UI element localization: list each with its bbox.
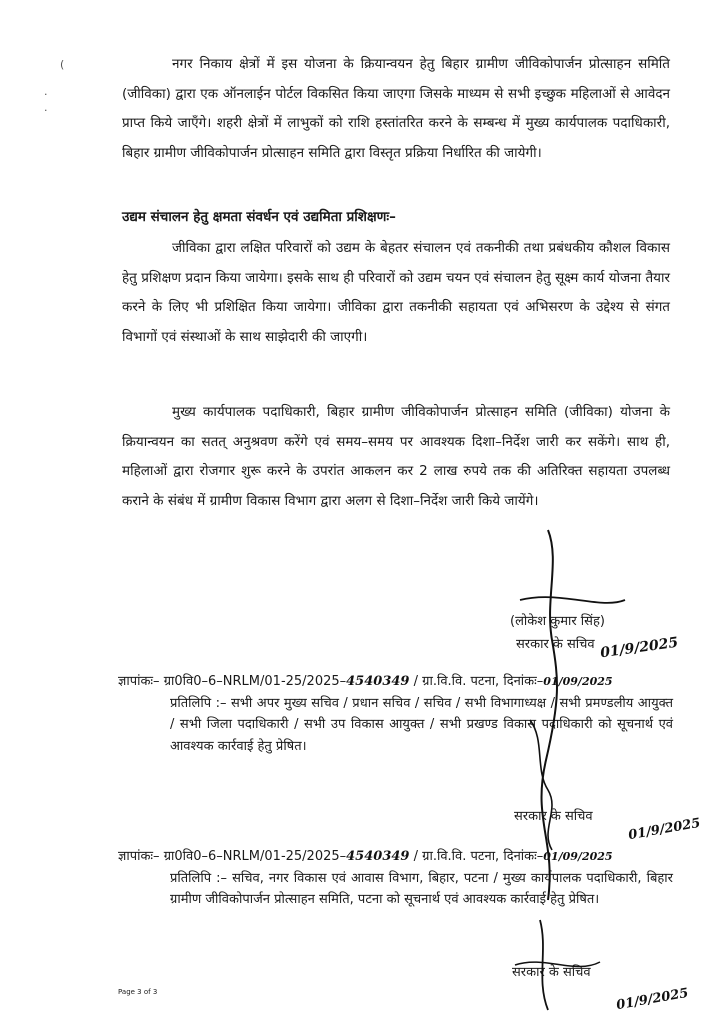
margin-mark: (	[60, 58, 65, 71]
signatory-name: (लोकेश कुमार सिंह)	[510, 614, 605, 629]
memo-prefix: ज्ञापांकः– ग्रा0वि0–6–NRLM/01-25/2025–	[118, 849, 347, 864]
page-number: Page 3 of 3	[118, 988, 158, 996]
margin-dot: ·	[44, 104, 48, 117]
paragraph-monitoring: मुख्य कार्यपालक पदाधिकारी, बिहार ग्रामीण जीविकोपार्जन प्रोत्साहन समिति (जीविका) योजना के क्रियान्वयन का सतत् अनुश्रवण करेंगे एवं समय–समय पर आवश्यक दिशा–निर्देश जारी कर सकेंगे। साथ ही, महिलाओं द्वारा रोजगार शुरू करने के उपरांत आकलन कर 2 लाख रुपये तक की अतिरिक्त सहायता उपलब्ध कराने के संबंध में ग्रामीण विकास विभाग द्वारा अलग से दिशा–निर्देश जारी किये जायेंगे।	[122, 404, 670, 509]
memo-office: / ग्रा.वि.वि. पटना, दिनांकः–	[413, 849, 544, 864]
signatory-designation: सरकार के सचिव	[516, 637, 595, 652]
paragraph-capacity-building: जीविका द्वारा लक्षित परिवारों को उद्यम के बेहतर संचालन एवं तकनीकी तथा प्रबंधकीय कौशल विकास हेतु प्रशिक्षण प्रदान किया जायेगा। इसके साथ ही परिवारों को उद्यम चयन एवं संचालन हेतु सूक्ष्म कार्य योजना तैयार करने के लिए भी प्रशिक्षित किया जायेगा। जीविका द्वारा तकनीकी सहायता एवं अभिसरण के उद्देश्य से संगत विभागों एवं संस्थाओं के साथ साझेदारी की जाएगी।	[122, 240, 670, 345]
memo-block-2	[118, 846, 673, 911]
memo-number-handwritten: 4540349	[346, 674, 410, 689]
memo-copy-to: प्रतिलिपि :– सचिव, नगर विकास एवं आवास विभाग, बिहार, पटना / मुख्य कार्यपालक पदाधिकारी, बिहार ग्रामीण जीविकोपार्जन प्रोत्साहन समिति, पटना को सूचनार्थ एवं आवश्यक कार्रवाई हेतु प्रेषित।	[170, 870, 673, 907]
section-heading: उद्यम संचालन हेतु क्षमता संवर्धन एवं उद्यमिता प्रशिक्षणः–	[122, 209, 396, 225]
memo-1-designation: सरकार के सचिव	[514, 809, 593, 824]
memo-office: / ग्रा.वि.वि. पटना, दिनांकः–	[413, 674, 544, 689]
paragraph-urban-implementation: नगर निकाय क्षेत्रों में इस योजना के क्रियान्वयन हेतु बिहार ग्रामीण जीविकोपार्जन प्रोत्साहन समिति (जीविका) द्वारा एक ऑनलाईन पोर्टल विकसित किया जाएगा जिसके माध्यम से सभी इच्छुक महिलाओं से आवेदन प्राप्त किये जाएँगे। शहरी क्षेत्रों में लाभुकों को राशि हस्तांतरित करने के सम्बन्ध में मुख्य कार्यपालक पदाधिकारी, बिहार ग्रामीण जीविकोपार्जन प्रोत्साहन समिति द्वारा विस्तृत प्रक्रिया निर्धारित की जायेगी।	[122, 56, 670, 161]
margin-dot: ·	[44, 88, 48, 101]
memo-prefix: ज्ञापांकः– ग्रा0वि0–6–NRLM/01-25/2025–	[118, 674, 347, 689]
memo-date-handwritten: 01/09/2025	[543, 850, 613, 863]
memo-copy-to: प्रतिलिपि :– सभी अपर मुख्य सचिव / प्रधान सचिव / सचिव / सभी विभागाध्यक्ष / सभी प्रमण्डलीय आयुक्त / सभी जिला पदाधिकारी / सभी उप विकास आयुक्त / सभी प्रखण्ड विकास पदाधिकारी को सूचनार्थ एवं आवश्यक कार्रवाई हेतु प्रेषित।	[170, 695, 673, 754]
memo-1-sign-date: 01/9/2025	[627, 815, 702, 844]
memo-block-1	[118, 671, 673, 757]
memo-date-handwritten: 01/09/2025	[543, 675, 613, 688]
memo-number-handwritten: 4540349	[346, 849, 410, 864]
handwritten-date: 01/9/2025	[599, 634, 680, 662]
memo-2-designation: सरकार के सचिव	[512, 965, 591, 980]
memo-reference-line	[118, 671, 673, 693]
memo-2-sign-date: 01/9/2025	[615, 985, 690, 1014]
memo-reference-line	[118, 846, 673, 868]
